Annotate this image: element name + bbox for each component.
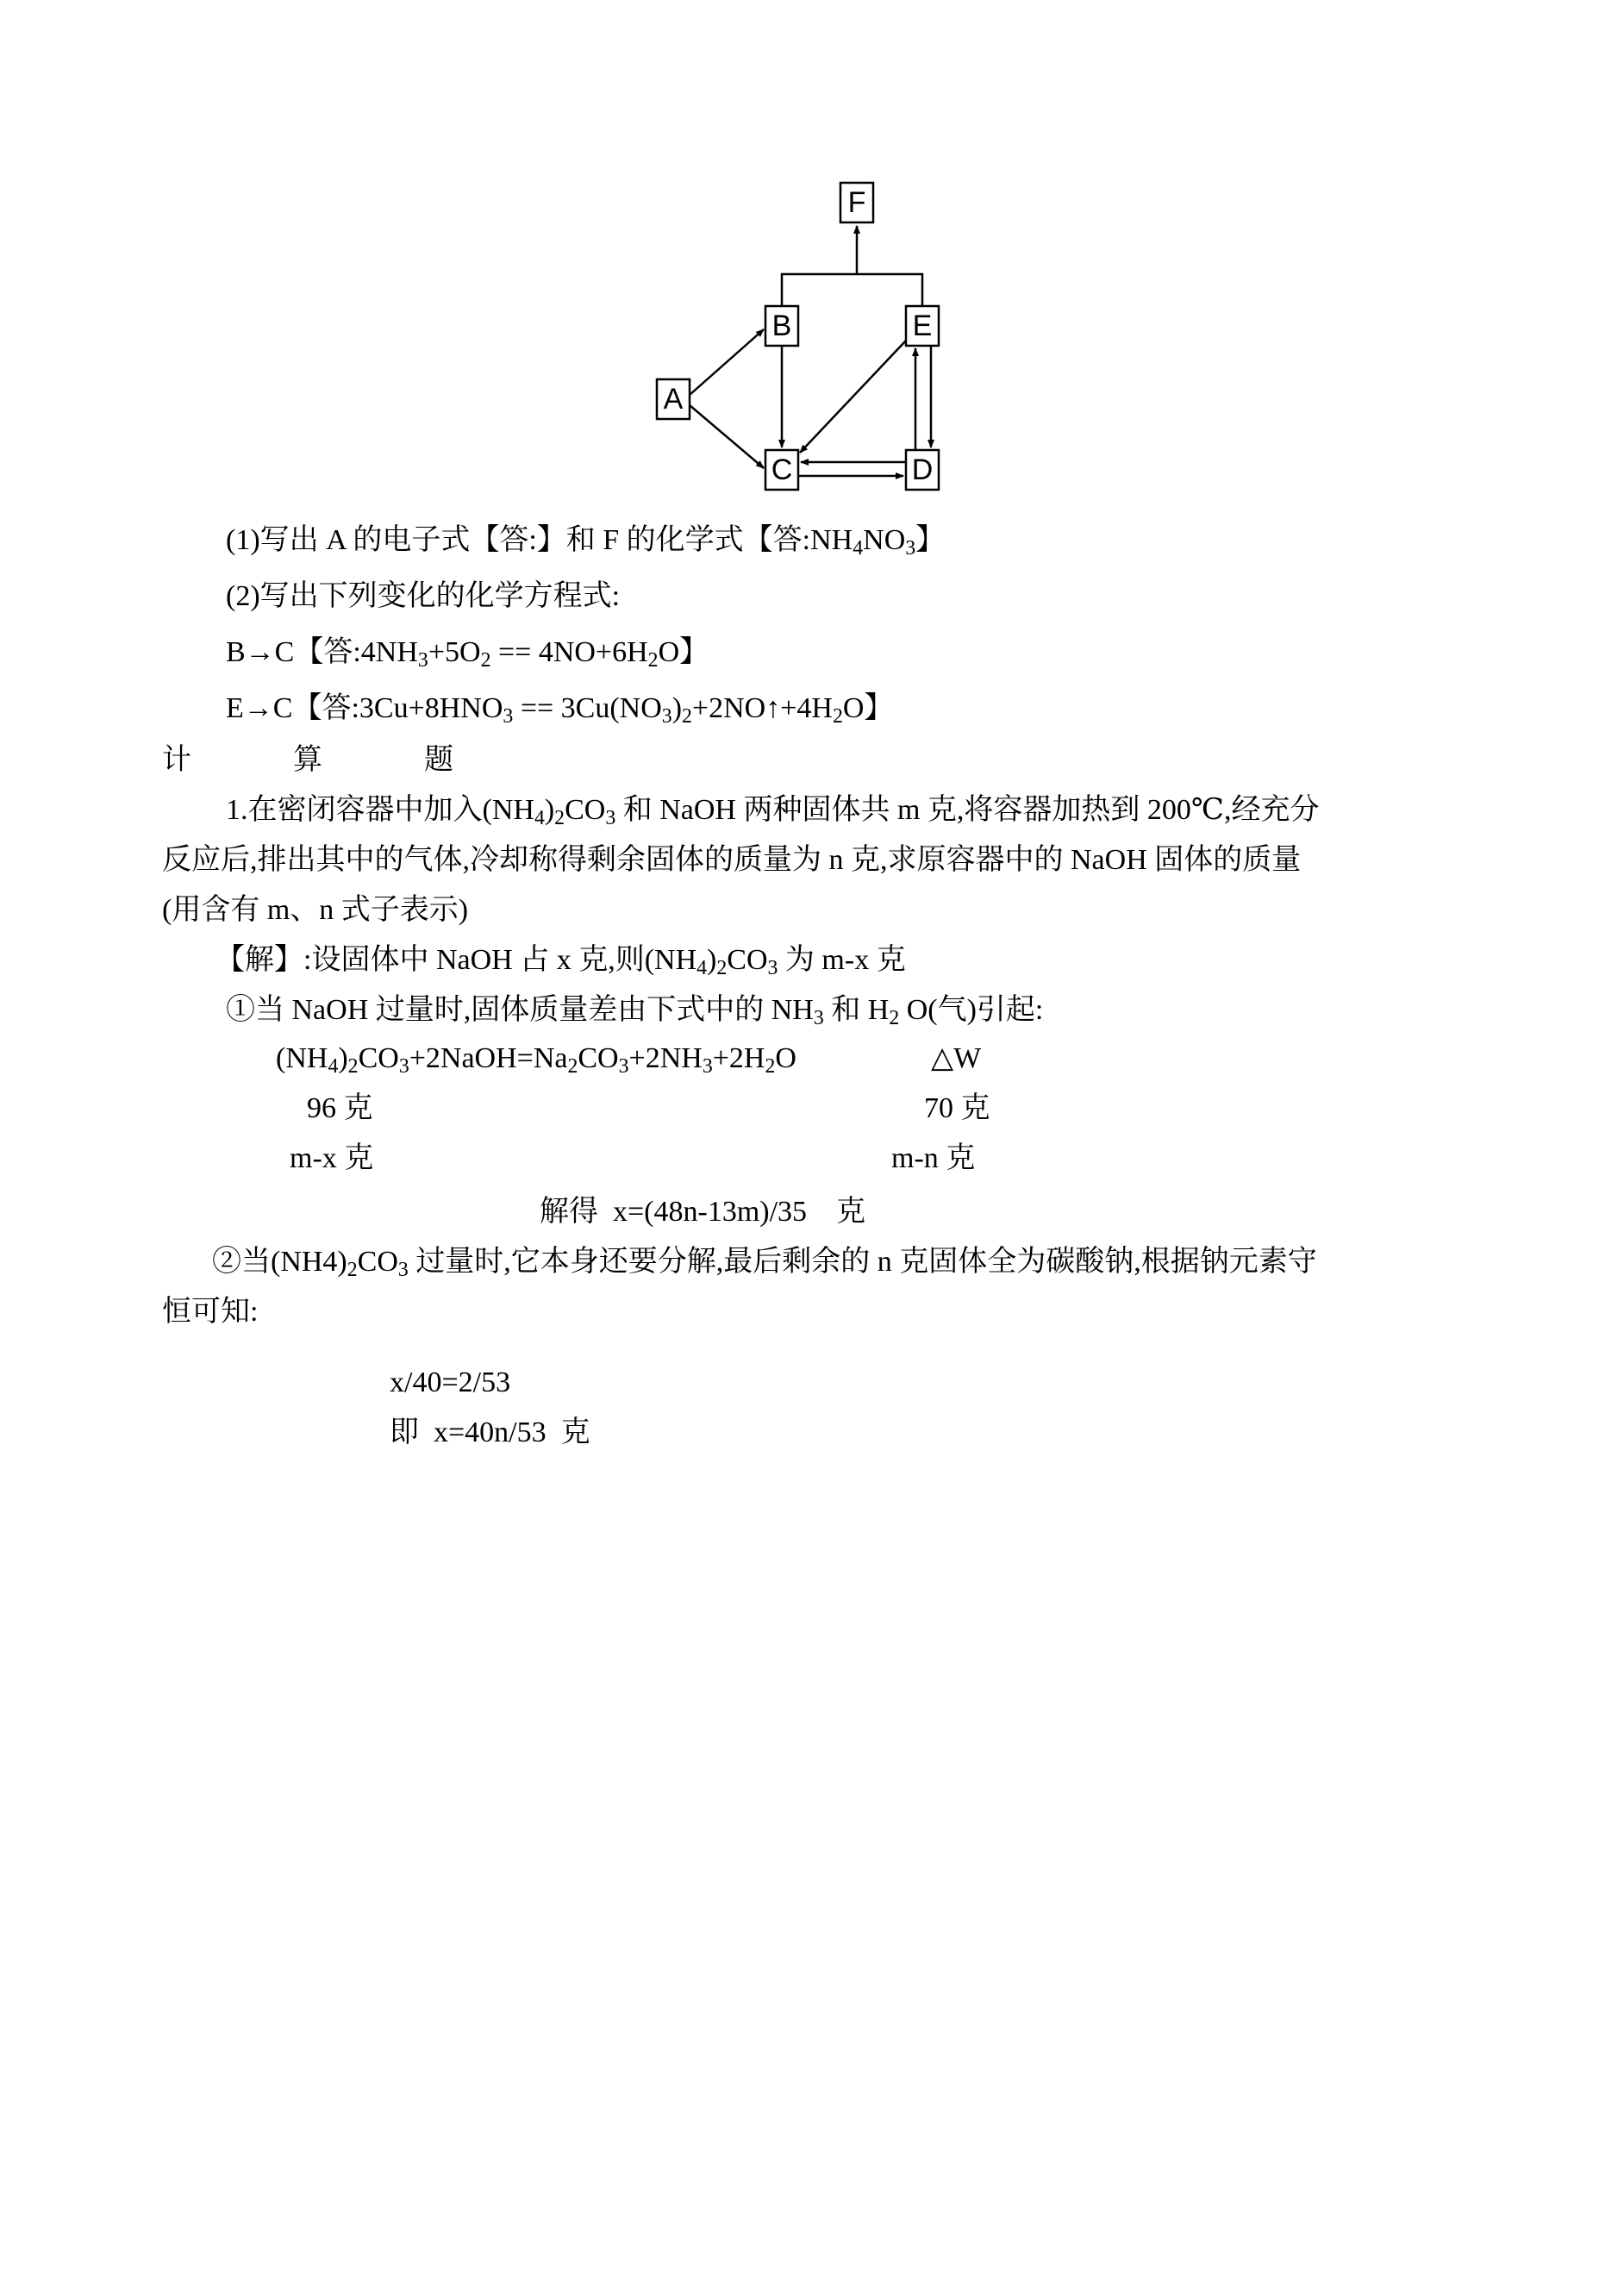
case-2-text: ②当$(NH4)_2CO_3$ 过量时,它本身还要分解,最后剩余的 n 克固体全为碳酸钠,根据钠元素守	[212, 1246, 1317, 1281]
ratio-row-2-right: m-n 克	[891, 1142, 976, 1174]
equation-b-to-c: B→C【答$:4NH_3+5O_2 == 4NO+6H_2O$】	[226, 636, 709, 672]
equation-2: x/40=2/53	[390, 1366, 511, 1398]
question-1: (1)写出 A 的电子式【答:】和 F 的化学式【答$:NH_4NO_3$】	[226, 524, 946, 560]
case-1-equation: $(NH_4)_2CO_3+2NaOH=Na_2CO_3+2NH_3+2H_2O$	[276, 1042, 796, 1078]
delta-w-label: △W	[931, 1042, 982, 1074]
edge-a-to-c	[690, 405, 764, 468]
problem-line-1: 1.在密闭容器中加入$(NH_4)_2CO_3$ 和 NaOH 两种固体共 m 克,将容器加热到 200℃,经充分	[226, 794, 1320, 829]
reaction-flow-diagram	[638, 172, 965, 517]
ratio-row-1-right: 70 克	[924, 1092, 990, 1124]
edge-a-to-b	[690, 329, 764, 395]
ratio-row-2-left: m-x 克	[290, 1142, 374, 1174]
node-f-label: F	[847, 186, 866, 219]
case-1-text: ①当 NaOH 过量时,固体质量差由下式中的 $NH_3$ 和 $H_2$ O(气)引起:	[226, 994, 1044, 1029]
result-2: 即 x=40n/53 克	[390, 1416, 590, 1448]
node-a-label: A	[663, 383, 684, 416]
question-2: (2)写出下列变化的化学方程式:	[226, 580, 621, 612]
node-c-label: C	[771, 453, 793, 486]
case-2-text-cont: 恒可知:	[162, 1296, 259, 1328]
edge-b-e-to-f	[782, 274, 922, 306]
result-1: 解得 x=(48n-13m)/35 克	[540, 1196, 866, 1228]
solution-intro: 【解】:设固体中 NaOH 占 x 克,则$(NH_4)_2CO_3$ 为 m-x 克	[215, 944, 906, 979]
node-d-label: D	[911, 453, 934, 486]
node-b-label: B	[771, 310, 792, 342]
edge-e-to-c	[800, 341, 906, 453]
ratio-row-1-left: 96 克	[307, 1092, 373, 1124]
equation-e-to-c: E→C【答$:3Cu+8HNO_3$ == $3Cu(NO_3)_2+2NO↑+4H_2O$】	[226, 692, 894, 728]
section-heading: 计 算 题	[162, 744, 453, 776]
node-e-label: E	[912, 310, 933, 342]
problem-line-3: (用含有 m、n 式子表示)	[162, 894, 469, 926]
problem-line-2: 反应后,排出其中的气体,冷却称得剩余固体的质量为 n 克,求原容器中的 NaOH 固体的质量	[162, 844, 1302, 876]
